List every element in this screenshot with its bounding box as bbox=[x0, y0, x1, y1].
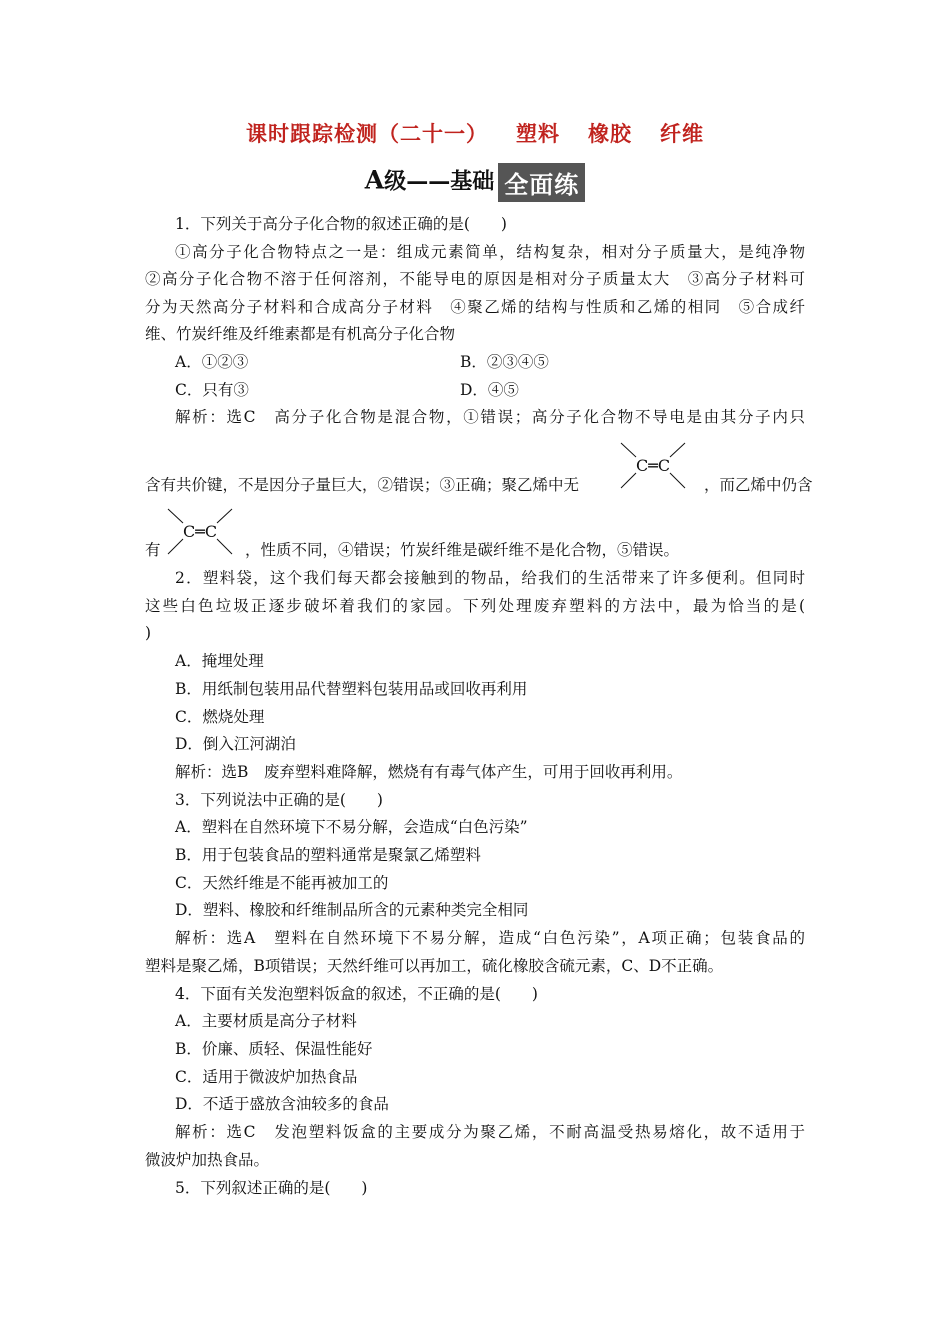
q3-stem: 3．下列说法中正确的是( ) bbox=[175, 791, 383, 809]
q3-answer-line-1: 解析：选A 塑料在自然环境下不易分解，造成“白色污染”，A项正确；包装食品的 bbox=[175, 929, 805, 947]
q1-option-c: C．只有③ bbox=[175, 381, 249, 399]
q1-answer-line-2a: 含有共价键，不是因分子量巨大，②错误；③正确；聚乙烯中无 bbox=[145, 476, 580, 494]
q1-option-a: A．①②③ bbox=[175, 353, 249, 371]
q4-stem: 4．下面有关发泡塑料饭盒的叙述，不正确的是( ) bbox=[175, 985, 538, 1003]
q4-option-c: C．适用于微波炉加热食品 bbox=[175, 1068, 358, 1086]
q3-option-c: C．天然纤维是不能再被加工的 bbox=[175, 874, 389, 892]
q1-line-4: 维、竹炭纤维及纤维素都是有机高分子化合物 bbox=[145, 325, 456, 343]
q3-option-d: D．塑料、橡胶和纤维制品所含的元素种类完全相同 bbox=[175, 901, 529, 919]
q2-option-d: D．倒入江河湖泊 bbox=[175, 735, 296, 753]
title-part-rubber: 橡胶 bbox=[588, 122, 632, 146]
q1-answer-line-2b: ，而乙烯中仍含 bbox=[704, 476, 813, 494]
q1-stem: 1．下列关于高分子化合物的叙述正确的是( ) bbox=[175, 215, 507, 233]
level-label: 级——基础 bbox=[384, 169, 495, 195]
q2-option-a: A．掩埋处理 bbox=[175, 652, 264, 670]
q1-line-2: ②高分子化合物不溶于任何溶剂，不能导电的原因是相对分子质量太大 ③高分子材料可 bbox=[145, 270, 805, 288]
title-part-plastic: 塑料 bbox=[516, 122, 560, 146]
structure-label: C═C bbox=[182, 522, 218, 541]
q3-answer-line-2: 塑料是聚乙烯，B项错误；天然纤维可以再加工，硫化橡胶含硫元素，C、D不正确。 bbox=[145, 957, 724, 975]
q1-answer-line-3b: ，性质不同，④错误；竹炭纤维是碳纤维不是化合物，⑤错误。 bbox=[245, 541, 680, 559]
q1-line-3: 分为天然高分子材料和合成高分子材料 ④聚乙烯的结构与性质和乙烯的相同 ⑤合成纤 bbox=[145, 298, 805, 316]
q3-option-a: A．塑料在自然环境下不易分解，会造成“白色污染” bbox=[175, 818, 528, 836]
q1-answer-line-3a: 有 bbox=[145, 541, 161, 559]
q4-answer-line-2: 微波炉加热食品。 bbox=[145, 1151, 270, 1169]
q2-line-1: 2．塑料袋，这个我们每天都会接触到的物品，给我们的生活带来了许多便利。但同时 bbox=[175, 569, 805, 587]
title-main: 课时跟踪检测（二十一） bbox=[246, 122, 488, 146]
q2-option-c: C．燃烧处理 bbox=[175, 708, 265, 726]
q2-option-b: B．用纸制包装用品代替塑料包装用品或回收再利用 bbox=[175, 680, 528, 698]
q1-option-d: D．④⑤ bbox=[460, 381, 519, 399]
q1-answer-line-1: 解析：选C 高分子化合物是混合物，①错误；高分子化合物不导电是由其分子内只 bbox=[175, 408, 805, 426]
level-letter: A bbox=[364, 165, 385, 195]
q1-option-b: B．②③④⑤ bbox=[460, 353, 549, 371]
q4-option-a: A．主要材质是高分子材料 bbox=[175, 1012, 357, 1030]
title-part-fiber: 纤维 bbox=[660, 122, 704, 146]
section-level-heading bbox=[0, 163, 950, 202]
level-badge: 全面练 bbox=[498, 163, 585, 202]
q2-answer: 解析：选B 废弃塑料难降解，燃烧有有毒气体产生，可用于回收再利用。 bbox=[175, 763, 683, 781]
q3-option-b: B．用于包装食品的塑料通常是聚氯乙烯塑料 bbox=[175, 846, 481, 864]
q1-line-1: ①高分子化合物特点之一是：组成元素简单，结构复杂，相对分子质量大，是纯净物 bbox=[175, 243, 805, 261]
q2-line-2: 这些白色垃圾正逐步破坏着我们的家园。下列处理废弃塑料的方法中，最为恰当的是( bbox=[145, 597, 805, 615]
q4-option-b: B．价廉、质轻、保温性能好 bbox=[175, 1040, 373, 1058]
q5-stem: 5．下列叙述正确的是( ) bbox=[175, 1179, 368, 1197]
q2-line-3: ) bbox=[145, 624, 152, 642]
structure-label: C═C bbox=[635, 456, 671, 475]
q4-answer-line-1: 解析：选C 发泡塑料饭盒的主要成分为聚乙烯，不耐高温受热易熔化，故不适用于 bbox=[175, 1123, 805, 1141]
page-title bbox=[0, 118, 950, 148]
q4-option-d: D．不适于盛放含油较多的食品 bbox=[175, 1095, 389, 1113]
